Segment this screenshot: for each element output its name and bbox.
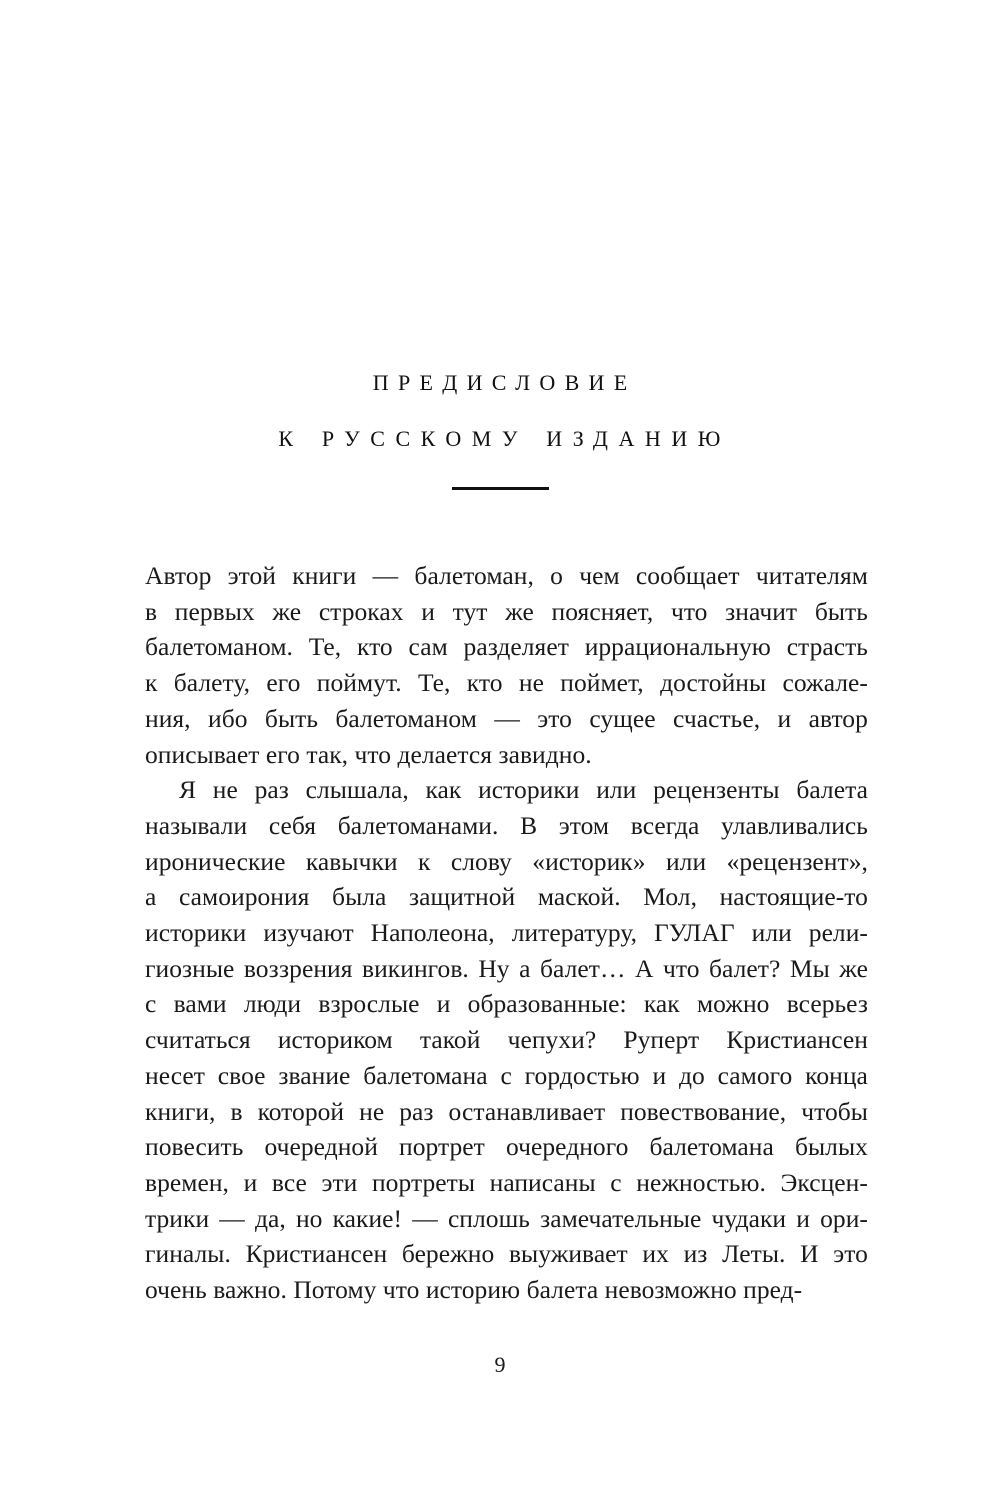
chapter-title-line-1: предисловие xyxy=(372,362,637,397)
text-line: Я не раз слышала, как историки или рецензенты балета xyxy=(179,775,868,805)
text-line: гиозные воззрения викингов. Ну а балет… А что балет? Мы же xyxy=(145,953,868,983)
paragraph xyxy=(145,772,868,1308)
text-line: очень важно. Потому что историю балета невозможно пред- xyxy=(145,1275,803,1305)
text-line: Автор этой книги — балетоман, о чем сообщает читателям xyxy=(145,561,868,590)
text-line: в первых же строках и тут же поясняет, что значит быть xyxy=(145,596,868,626)
page-number: 9 xyxy=(494,1352,506,1377)
text-line: описывает его так, что делается завидно. xyxy=(145,739,592,769)
text-line: называли себя балетоманами. В этом всегда улавливались xyxy=(145,810,868,840)
text-line: историки изучают Наполеона, литературу, ГУЛАГ или рели- xyxy=(145,918,868,948)
title-rule-container xyxy=(0,486,1000,490)
text-line: иронические кавычки к слову «историк» или «рецензент», xyxy=(145,846,868,876)
text-line: а самоирония была защитной маской. Мол, настоящие-то xyxy=(145,882,868,912)
text-line: к балету, его поймут. Те, кто не поймет, достойны сожале- xyxy=(145,668,868,698)
text-line: времен, и все эти портреты написаны с нежностью. Эксцен- xyxy=(145,1167,868,1197)
text-line: считаться историком такой чепухи? Руперт Кристиансен xyxy=(145,1025,868,1055)
body-text-block xyxy=(145,558,868,1308)
chapter-title-line-2: к русскому изданию xyxy=(278,418,731,453)
text-line: с вами люди взрослые и образованные: как можно всерьез xyxy=(145,989,868,1019)
text-line: повесить очередной портрет очередного балетомана былых xyxy=(145,1132,868,1162)
text-line: ния, ибо быть балетоманом — это сущее счастье, и автор xyxy=(145,703,868,733)
text-line: трики — да, но какие! — сплошь замечательные чудаки и ори- xyxy=(145,1203,868,1233)
horizontal-rule-icon xyxy=(452,487,549,490)
text-line: гиналы. Кристиансен бережно выуживает их из Леты. И это xyxy=(145,1239,868,1269)
paragraph xyxy=(145,558,868,772)
text-line: несет свое звание балетомана с гордостью и до самого конца xyxy=(145,1060,868,1090)
text-line: книги, в которой не раз останавливает повествование, чтобы xyxy=(145,1096,868,1126)
chapter-heading xyxy=(0,352,1000,490)
text-line: балетоманом. Те, кто сам разделяет иррациональную страсть xyxy=(145,632,868,662)
